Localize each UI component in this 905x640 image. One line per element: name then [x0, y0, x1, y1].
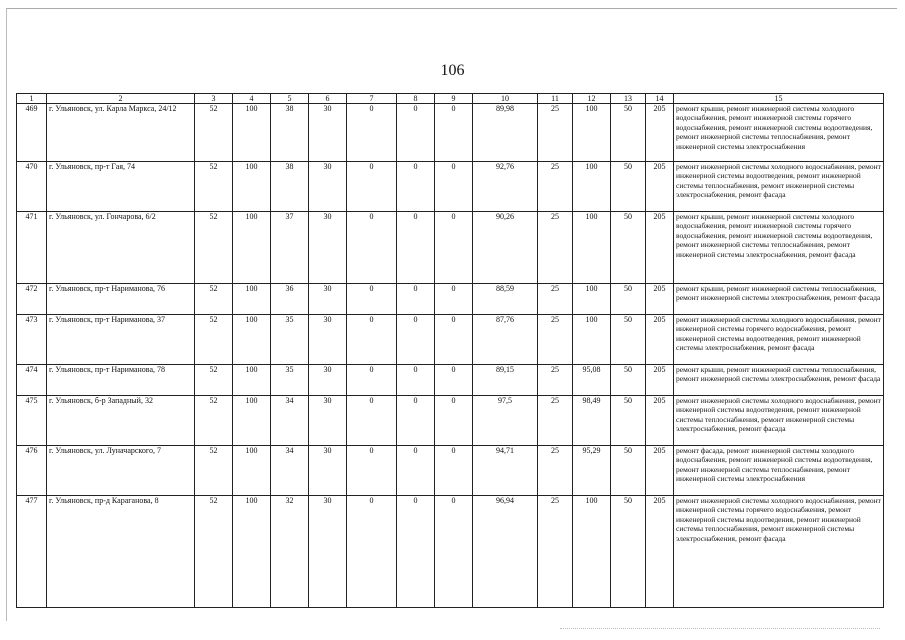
cell-address: г. Ульяновск, пр-т Гая, 74: [47, 162, 195, 212]
column-header: 13: [611, 94, 646, 104]
cell-col9: 0: [435, 284, 473, 315]
cell-col5: 35: [271, 315, 309, 365]
table-row: [17, 212, 884, 284]
cell-col6: 30: [309, 315, 347, 365]
column-header: 12: [573, 94, 611, 104]
cell-address: г. Ульяновск, пр-д Караганова, 8: [47, 496, 195, 608]
cell-works: ремонт крыши, ремонт инженерной системы холодного водоснабжения, ремонт инженерной системы горячего водоснабжения, ремонт инженерной системы водоотведения, ремонт инженерной системы теплоснабжения, ремонт инженерной системы электроснабжения: [674, 104, 884, 162]
cell-col12: 100: [573, 162, 611, 212]
cell-col9: 0: [435, 162, 473, 212]
table-body: [17, 104, 884, 608]
cell-col13: 50: [611, 496, 646, 608]
cell-col14: 205: [646, 104, 674, 162]
cell-col6: 30: [309, 446, 347, 496]
cell-col14: 205: [646, 284, 674, 315]
cell-col5: 36: [271, 284, 309, 315]
column-header: 14: [646, 94, 674, 104]
cell-col3: 52: [195, 315, 233, 365]
cell-col12: 100: [573, 315, 611, 365]
cell-col10: 89,15: [473, 365, 538, 396]
cell-col13: 50: [611, 212, 646, 284]
cell-number: 473: [17, 315, 47, 365]
cell-col10: 88,59: [473, 284, 538, 315]
column-header: 4: [233, 94, 271, 104]
table-row: [17, 496, 884, 608]
cell-col7: 0: [347, 446, 397, 496]
cell-col6: 30: [309, 212, 347, 284]
cell-col11: 25: [538, 104, 573, 162]
cell-col12: 100: [573, 496, 611, 608]
cell-col14: 205: [646, 396, 674, 446]
cell-col7: 0: [347, 162, 397, 212]
header-row: [17, 94, 884, 104]
cell-col4: 100: [233, 496, 271, 608]
cell-col8: 0: [397, 446, 435, 496]
cell-col14: 205: [646, 162, 674, 212]
cell-col8: 0: [397, 365, 435, 396]
cell-col14: 205: [646, 446, 674, 496]
cell-col13: 50: [611, 446, 646, 496]
cell-number: 471: [17, 212, 47, 284]
cell-col11: 25: [538, 496, 573, 608]
cell-col6: 30: [309, 162, 347, 212]
cell-works: ремонт фасада, ремонт инженерной системы холодного водоснабжения, ремонт инженерной системы водоотведения, ремонт инженерной системы теплоснабжения, ремонт инженерной системы электроснабжения: [674, 446, 884, 496]
cell-col7: 0: [347, 365, 397, 396]
column-header: 1: [17, 94, 47, 104]
cell-col4: 100: [233, 212, 271, 284]
cell-address: г. Ульяновск, б-р Западный, 32: [47, 396, 195, 446]
cell-col3: 52: [195, 396, 233, 446]
cell-col13: 50: [611, 162, 646, 212]
cell-col8: 0: [397, 396, 435, 446]
cell-works: ремонт крыши, ремонт инженерной системы холодного водоснабжения, ремонт инженерной системы горячего водоснабжения, ремонт инженерной системы водоотведения, ремонт инженерной системы теплоснабжения, ремонт инженерной системы электроснабжения, ремонт фасада: [674, 212, 884, 284]
cell-col8: 0: [397, 212, 435, 284]
cell-col5: 38: [271, 162, 309, 212]
table-row: [17, 104, 884, 162]
cell-col11: 25: [538, 365, 573, 396]
cell-number: 475: [17, 396, 47, 446]
cell-col14: 205: [646, 315, 674, 365]
cell-col12: 98,49: [573, 396, 611, 446]
cell-col6: 30: [309, 496, 347, 608]
column-header: 8: [397, 94, 435, 104]
cell-col13: 50: [611, 104, 646, 162]
cell-col12: 100: [573, 212, 611, 284]
cell-col9: 0: [435, 212, 473, 284]
scan-artifact: [560, 628, 880, 633]
cell-col13: 50: [611, 365, 646, 396]
cell-col7: 0: [347, 315, 397, 365]
cell-col3: 52: [195, 496, 233, 608]
cell-works: ремонт инженерной системы холодного водоснабжения, ремонт инженерной системы горячего водоснабжения, ремонт инженерной системы водоотведения, ремонт инженерной системы теплоснабжения, ремонт инженерной системы электроснабжения, ремонт фасада: [674, 496, 884, 608]
cell-col3: 52: [195, 162, 233, 212]
cell-col9: 0: [435, 446, 473, 496]
cell-number: 476: [17, 446, 47, 496]
cell-col14: 205: [646, 496, 674, 608]
cell-col4: 100: [233, 284, 271, 315]
cell-col6: 30: [309, 104, 347, 162]
cell-col4: 100: [233, 162, 271, 212]
column-header: 2: [47, 94, 195, 104]
cell-address: г. Ульяновск, пр-т Нариманова, 76: [47, 284, 195, 315]
column-header: 5: [271, 94, 309, 104]
cell-col8: 0: [397, 496, 435, 608]
cell-col14: 205: [646, 212, 674, 284]
cell-col8: 0: [397, 284, 435, 315]
cell-col6: 30: [309, 396, 347, 446]
cell-col5: 32: [271, 496, 309, 608]
table-header: [17, 94, 884, 104]
table-row: [17, 162, 884, 212]
cell-address: г. Ульяновск, пр-т Нариманова, 37: [47, 315, 195, 365]
cell-col9: 0: [435, 315, 473, 365]
column-header: 3: [195, 94, 233, 104]
cell-col12: 100: [573, 284, 611, 315]
column-header: 6: [309, 94, 347, 104]
page-number: 106: [440, 62, 465, 79]
cell-number: 477: [17, 496, 47, 608]
cell-col8: 0: [397, 162, 435, 212]
cell-number: 472: [17, 284, 47, 315]
cell-col4: 100: [233, 396, 271, 446]
cell-col7: 0: [347, 496, 397, 608]
cell-col12: 95,08: [573, 365, 611, 396]
cell-col13: 50: [611, 396, 646, 446]
cell-col4: 100: [233, 104, 271, 162]
cell-col11: 25: [538, 162, 573, 212]
cell-col14: 205: [646, 365, 674, 396]
cell-col7: 0: [347, 104, 397, 162]
cell-col4: 100: [233, 365, 271, 396]
cell-col7: 0: [347, 396, 397, 446]
cell-col10: 90,26: [473, 212, 538, 284]
cell-col9: 0: [435, 104, 473, 162]
cell-address: г. Ульяновск, пр-т Нариманова, 78: [47, 365, 195, 396]
cell-col12: 95,29: [573, 446, 611, 496]
table-row: [17, 315, 884, 365]
table-row: [17, 446, 884, 496]
cell-col7: 0: [347, 212, 397, 284]
cell-col6: 30: [309, 284, 347, 315]
cell-col11: 25: [538, 315, 573, 365]
cell-number: 470: [17, 162, 47, 212]
cell-col11: 25: [538, 396, 573, 446]
cell-col5: 34: [271, 396, 309, 446]
cell-number: 474: [17, 365, 47, 396]
cell-col4: 100: [233, 315, 271, 365]
cell-col5: 38: [271, 104, 309, 162]
cell-col7: 0: [347, 284, 397, 315]
cell-col10: 96,94: [473, 496, 538, 608]
cell-col10: 94,71: [473, 446, 538, 496]
cell-col8: 0: [397, 315, 435, 365]
cell-col9: 0: [435, 496, 473, 608]
column-header: 9: [435, 94, 473, 104]
cell-col9: 0: [435, 365, 473, 396]
cell-col3: 52: [195, 212, 233, 284]
cell-col3: 52: [195, 446, 233, 496]
column-header: 7: [347, 94, 397, 104]
cell-col13: 50: [611, 315, 646, 365]
cell-col5: 37: [271, 212, 309, 284]
cell-col6: 30: [309, 365, 347, 396]
column-header: 11: [538, 94, 573, 104]
cell-col10: 87,76: [473, 315, 538, 365]
cell-col3: 52: [195, 284, 233, 315]
registry-table: [16, 93, 884, 608]
cell-col12: 100: [573, 104, 611, 162]
table-row: [17, 284, 884, 315]
column-header: 10: [473, 94, 538, 104]
cell-col11: 25: [538, 212, 573, 284]
cell-col5: 34: [271, 446, 309, 496]
column-header: 15: [674, 94, 884, 104]
cell-col11: 25: [538, 446, 573, 496]
cell-col8: 0: [397, 104, 435, 162]
table-row: [17, 365, 884, 396]
cell-works: ремонт крыши, ремонт инженерной системы теплоснабжения, ремонт инженерной системы электроснабжения, ремонт фасада: [674, 365, 884, 396]
cell-col10: 97,5: [473, 396, 538, 446]
cell-works: ремонт крыши, ремонт инженерной системы теплоснабжения, ремонт инженерной системы электроснабжения, ремонт фасада: [674, 284, 884, 315]
cell-address: г. Ульяновск, ул. Карла Маркса, 24/12: [47, 104, 195, 162]
cell-col4: 100: [233, 446, 271, 496]
cell-col5: 35: [271, 365, 309, 396]
cell-number: 469: [17, 104, 47, 162]
cell-works: ремонт инженерной системы холодного водоснабжения, ремонт инженерной системы водоотведения, ремонт инженерной системы теплоснабжения, ремонт инженерной системы электроснабжения, ремонт фасада: [674, 396, 884, 446]
cell-col10: 92,76: [473, 162, 538, 212]
cell-col10: 89,98: [473, 104, 538, 162]
cell-col3: 52: [195, 365, 233, 396]
cell-works: ремонт инженерной системы холодного водоснабжения, ремонт инженерной системы горячего водоснабжения, ремонт инженерной системы водоотведения, ремонт инженерной системы электроснабжения, ремонт фасада: [674, 315, 884, 365]
table-row: [17, 396, 884, 446]
cell-col3: 52: [195, 104, 233, 162]
cell-address: г. Ульяновск, ул. Гончарова, 6/2: [47, 212, 195, 284]
cell-col9: 0: [435, 396, 473, 446]
cell-works: ремонт инженерной системы холодного водоснабжения, ремонт инженерной системы водоотведения, ремонт инженерной системы теплоснабжения, ремонт инженерной системы электроснабжения, ремонт фасада: [674, 162, 884, 212]
cell-col13: 50: [611, 284, 646, 315]
cell-col11: 25: [538, 284, 573, 315]
cell-address: г. Ульяновск, ул. Луначарского, 7: [47, 446, 195, 496]
